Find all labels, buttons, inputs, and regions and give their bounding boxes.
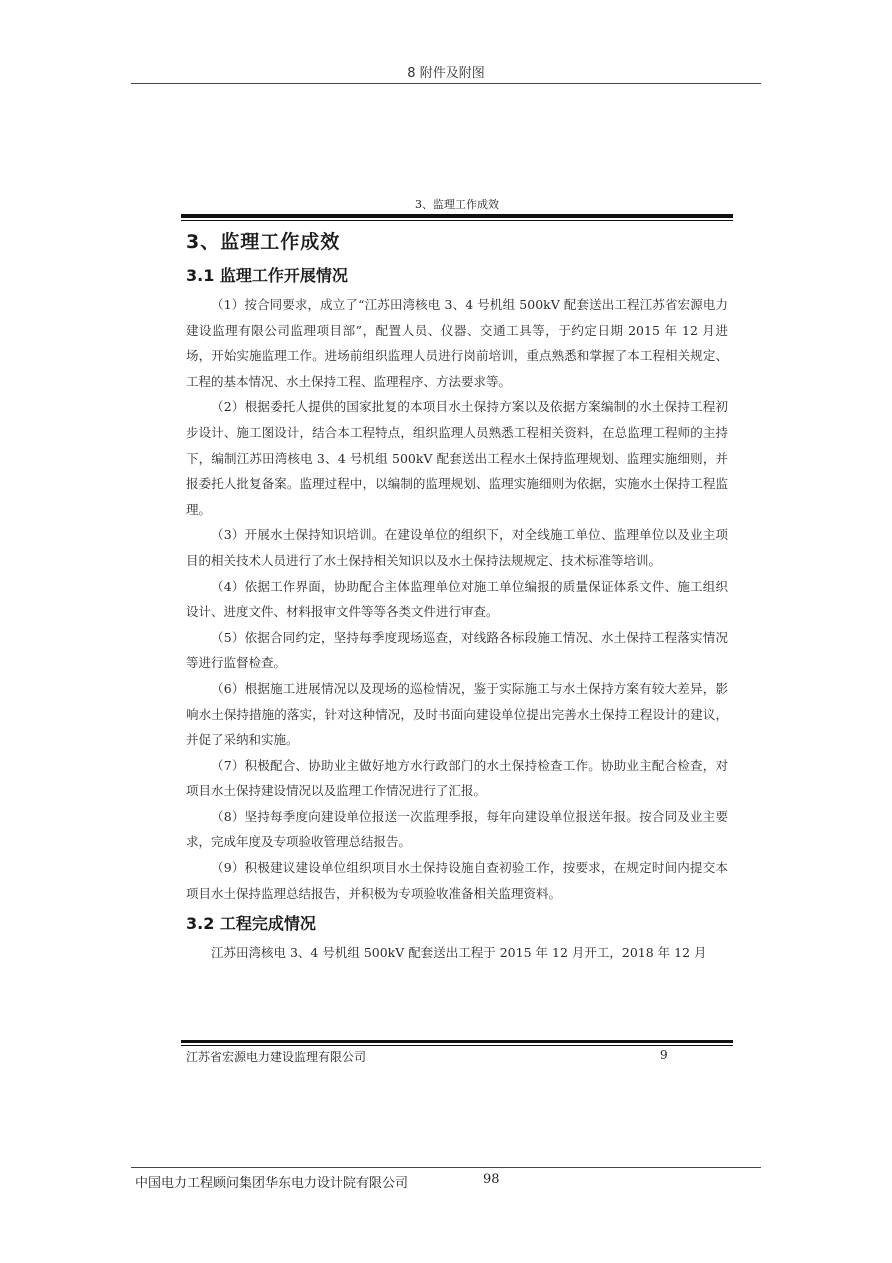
outer-header-title: 8 附件及附图 [407, 66, 485, 81]
paragraph: （6）根据施工进展情况以及现场的巡检情况，鉴于实际施工与水土保持方案有较大差异，影响水土保持措施的落实，针对这种情况，及时书面向建设单位提出完善水土保持工程设计的建议，并促了采纳和实施。 [186, 680, 728, 748]
paragraph: （2）根据委托人提供的国家批复的本项目水土保持方案以及依据方案编制的水土保持工程初步设计、施工图设计，结合本工程特点，组织监理人员熟悉工程相关资料，在总监理工程师的主持下，编制江苏田湾核电 3、4 号机组 500kV 配套送出工程水土保持监理规划、监理实施细则，并报委托人批复备案。监理过程中，以编制的监理规划、监理实施细则为依据，实施水土保持工程监理。 [186, 399, 728, 517]
paragraph: （7）积极配合、协助业主做好地方水行政部门的水土保持检查工作。协助业主配合检查，对项目水土保持建设情况以及监理工作情况进行了汇报。 [186, 757, 728, 799]
outer-header-rule [131, 83, 761, 84]
inner-footer-rule-thick [181, 1040, 733, 1043]
paragraph: （4）依据工作界面，协助配合主体监理单位对施工单位编报的质量保证体系文件、施工组织设计、进度文件、材料报审文件等等各类文件进行审查。 [186, 578, 728, 620]
paragraph: 江苏田湾核电 3、4 号机组 500kV 配套送出工程于 2015 年 12 月开工，2018 年 12 月 [211, 945, 707, 961]
inner-footer-rule-thin [181, 1045, 733, 1046]
document-body [186, 228, 728, 966]
paragraph: （9）积极建议建设单位组织项目水土保持设施自查初验工作，按要求，在规定时间内提交本项目水土保持监理总结报告，并积极为专项验收准备相关监理资料。 [186, 860, 728, 901]
inner-footer-page-number: 9 [660, 1048, 668, 1062]
outer-footer-page-number: 98 [483, 1172, 500, 1187]
subsection-heading-3-2: 3.2 工程完成情况 [186, 914, 316, 934]
paragraph: （3）开展水土保持知识培训。在建设单位的组织下，对全线施工单位、监理单位以及业主项目的相关技术人员进行了水土保持相关知识以及水土保持法规规定、技术标准等培训。 [186, 527, 728, 568]
section-heading: 3、监理工作成效 [186, 231, 341, 253]
inner-header-rule-thin [181, 220, 733, 221]
subsection-heading-3-1: 3.1 监理工作开展情况 [186, 266, 348, 285]
paragraph: （1）按合同要求，成立了“江苏田湾核电 3、4 号机组 500kV 配套送出工程江苏省宏源电力建设监理有限公司监理项目部”，配置人员、仪器、交通工具等，于约定日期 2015 年 12 月进场，开始实施监理工作。进场前组织监理人员进行岗前培训，重点熟悉和掌握了本工程相关规定、工程的基本情况、水土保持工程、监理程序、方法要求等。 [186, 297, 728, 389]
outer-footer-rule [131, 1167, 761, 1168]
paragraph: （5）依据合同约定，坚持每季度现场巡查，对线路各标段施工情况、水土保持工程落实情况等进行监督检查。 [186, 629, 728, 671]
outer-footer-company: 中国电力工程顾问集团华东电力设计院有限公司 [135, 1176, 409, 1191]
paragraph: （8）坚持每季度向建设单位报送一次监理季报，每年向建设单位报送年报。按合同及业主要求，完成年度及专项验收管理总结报告。 [186, 808, 728, 850]
inner-header-title: 3、监理工作成效 [415, 198, 499, 211]
inner-header-rule-thick [181, 214, 733, 218]
inner-footer-company: 江苏省宏源电力建设监理有限公司 [186, 1050, 367, 1064]
